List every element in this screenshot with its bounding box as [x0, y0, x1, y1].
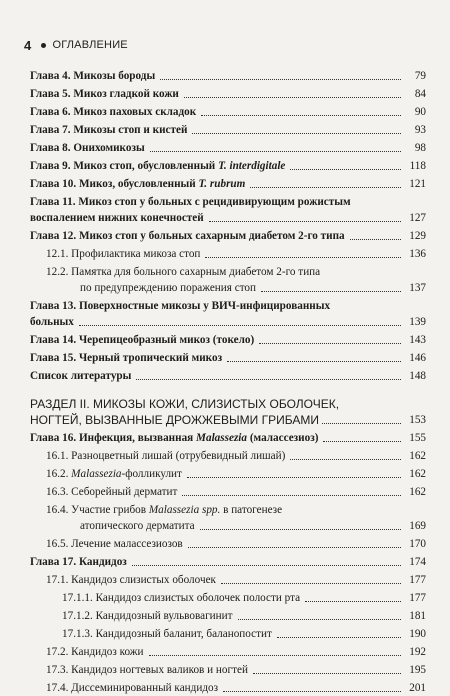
- dot-leader: [253, 673, 401, 674]
- entry-page: 155: [404, 431, 426, 447]
- entry-page: 162: [404, 485, 426, 501]
- entry-page: 93: [404, 123, 426, 139]
- dot-leader: [150, 151, 401, 152]
- toc-entry-17-4[interactable]: [30, 678, 426, 696]
- dot-leader: [192, 133, 401, 134]
- toc-entry-ch15[interactable]: [30, 348, 426, 366]
- entry-page: 177: [404, 591, 426, 607]
- entry-page: 129: [404, 229, 426, 245]
- entry-title-line1: Глава 11. Микоз стоп у больных с рецидивирующим рожистым: [30, 195, 426, 211]
- entry-page: 190: [404, 627, 426, 643]
- entry-title-italic: Malassezia: [71, 468, 121, 480]
- toc-entry-references[interactable]: [30, 366, 426, 384]
- dot-leader: [223, 691, 401, 692]
- bullet-icon: [41, 43, 46, 48]
- toc-entry-ch9[interactable]: [30, 156, 426, 174]
- dot-leader: [182, 495, 401, 496]
- entry-title-italic: Malassezia: [196, 432, 247, 444]
- entry-title: Список литературы: [30, 369, 133, 385]
- dot-leader: [250, 187, 401, 188]
- dot-leader: [305, 601, 401, 602]
- entry-page: 174: [404, 555, 426, 571]
- entry-title-text: 16.4. Участие грибов: [46, 504, 149, 516]
- toc-entry-ch17[interactable]: [30, 552, 426, 570]
- entry-title: [30, 159, 287, 175]
- toc-entry-16-2[interactable]: [30, 464, 426, 482]
- entry-title-line2: больных: [30, 315, 76, 331]
- entry-title: [30, 177, 247, 193]
- entry-page: 192: [404, 645, 426, 661]
- toc-entry-16-4[interactable]: [30, 500, 426, 534]
- toc-entry-ch16[interactable]: [30, 428, 426, 446]
- dot-leader: [184, 97, 401, 98]
- entry-title: 17.1.2. Кандидозный вульвовагинит: [62, 609, 235, 625]
- entry-title-text: Глава 16. Инфекция, вызванная: [30, 432, 196, 444]
- entry-title: 17.1. Кандидоз слизистых оболочек: [46, 573, 218, 589]
- entry-page: 137: [404, 281, 426, 297]
- entry-page: 181: [404, 609, 426, 625]
- entry-page: 118: [404, 159, 426, 175]
- entry-title-text: 16.2.: [46, 468, 71, 480]
- toc-entry-12-1[interactable]: [30, 244, 426, 262]
- entry-title-line1: Глава 13. Поверхностные микозы у ВИЧ-инфицированных: [30, 299, 426, 315]
- entry-title: 17.1.3. Кандидозный баланит, баланопостит: [62, 627, 274, 643]
- toc-entry-17-1[interactable]: [30, 570, 426, 588]
- dot-leader: [261, 291, 401, 292]
- entry-page: 201: [404, 681, 426, 696]
- entry-title-text-post: -фолликулит: [122, 468, 182, 480]
- dot-leader: [132, 565, 401, 566]
- dot-leader: [149, 655, 401, 656]
- running-title: ОГЛАВЛЕНИЕ: [52, 39, 127, 51]
- entry-page: 177: [404, 573, 426, 589]
- entry-title: 17.1.1. Кандидоз слизистых оболочек полости рта: [62, 591, 302, 607]
- toc-entry-ch4[interactable]: [30, 66, 426, 84]
- toc-entry-ch13[interactable]: [30, 296, 426, 330]
- entry-page: 136: [404, 247, 426, 263]
- entry-page: 84: [404, 87, 426, 103]
- toc-entry-16-1[interactable]: [30, 446, 426, 464]
- entry-page: 98: [404, 141, 426, 157]
- entry-page: 162: [404, 449, 426, 465]
- entry-page: 121: [404, 177, 426, 193]
- dot-leader: [227, 361, 401, 362]
- entry-title: 17.4. Диссеминированный кандидоз: [46, 681, 220, 696]
- toc-entry-ch14[interactable]: [30, 330, 426, 348]
- toc-entry-ch10[interactable]: [30, 174, 426, 192]
- entry-page: 162: [404, 467, 426, 483]
- dot-leader: [209, 221, 401, 222]
- dot-leader: [238, 619, 401, 620]
- section-title-line1: РАЗДЕЛ II. МИКОЗЫ КОЖИ, СЛИЗИСТЫХ ОБОЛОЧЕК,: [30, 396, 426, 412]
- toc-entry-ch5[interactable]: [30, 84, 426, 102]
- entry-title-italic: Malassezia spp.: [149, 504, 220, 516]
- dot-leader: [201, 115, 401, 116]
- toc-entry-section-2[interactable]: [30, 388, 426, 428]
- dot-leader: [259, 343, 401, 344]
- dot-leader: [136, 379, 401, 380]
- entry-title-line1: [46, 503, 426, 519]
- entry-title-italic: T. rubrum: [199, 178, 246, 190]
- entry-page: 169: [404, 519, 426, 535]
- entry-title: Глава 4. Микозы бороды: [30, 69, 157, 85]
- dot-leader: [290, 169, 401, 170]
- toc-entry-17-1-1[interactable]: [30, 588, 426, 606]
- entry-title: Глава 12. Микоз стоп у больных сахарным диабетом 2-го типа: [30, 229, 347, 245]
- dot-leader: [323, 441, 401, 442]
- dot-leader: [350, 239, 401, 240]
- dot-leader: [205, 257, 401, 258]
- toc-entry-ch6[interactable]: [30, 102, 426, 120]
- toc-entry-12-2[interactable]: [30, 262, 426, 296]
- toc-entry-ch12[interactable]: [30, 226, 426, 244]
- toc-entry-17-1-3[interactable]: [30, 624, 426, 642]
- entry-title: Глава 14. Черепицеобразный микоз (токело): [30, 333, 256, 349]
- toc-entry-ch8[interactable]: [30, 138, 426, 156]
- toc-entry-17-3[interactable]: [30, 660, 426, 678]
- entry-page: 143: [404, 333, 426, 349]
- entry-page: 148: [404, 369, 426, 385]
- entry-title: 16.5. Лечение малассезиозов: [46, 537, 185, 553]
- entry-page: 90: [404, 105, 426, 121]
- entry-title: 17.2. Кандидоз кожи: [46, 645, 146, 661]
- entry-title: [30, 431, 320, 447]
- entry-title: [46, 467, 184, 483]
- entry-title: Глава 5. Микоз гладкой кожи: [30, 87, 181, 103]
- dot-leader: [160, 79, 401, 80]
- entry-title-line2: воспалением нижних конечностей: [30, 211, 206, 227]
- entry-title-line1: 12.2. Памятка для больного сахарным диабетом 2-го типа: [46, 265, 426, 281]
- toc-entry-16-5[interactable]: [30, 534, 426, 552]
- entry-page: 79: [404, 69, 426, 85]
- entry-title-line2: по предупреждению поражения стоп: [46, 281, 258, 297]
- entry-page: 139: [404, 315, 426, 331]
- toc-entry-17-2[interactable]: [30, 642, 426, 660]
- entry-title-italic: T. interdigitale: [218, 160, 285, 172]
- table-of-contents: [30, 66, 426, 696]
- entry-page: 146: [404, 351, 426, 367]
- dot-leader: [221, 583, 401, 584]
- entry-title-text-post: в патогенезе: [220, 504, 282, 516]
- page-number: 4: [24, 38, 31, 53]
- entry-page: 195: [404, 663, 426, 679]
- page-header: [24, 37, 426, 53]
- dot-leader: [187, 477, 401, 478]
- entry-title-text: Глава 10. Микоз, обусловленный: [30, 178, 199, 190]
- toc-entry-16-3[interactable]: [30, 482, 426, 500]
- entry-title: Глава 15. Черный тропический микоз: [30, 351, 224, 367]
- entry-title-line2: атопического дерматита: [46, 519, 197, 535]
- dot-leader: [188, 547, 401, 548]
- entry-title: 12.1. Профилактика микоза стоп: [46, 247, 202, 263]
- toc-entry-ch11[interactable]: [30, 192, 426, 226]
- dot-leader: [290, 459, 401, 460]
- entry-title: Глава 6. Микоз паховых складок: [30, 105, 198, 121]
- entry-page: 127: [404, 211, 426, 227]
- dot-leader: [322, 423, 401, 424]
- toc-entry-17-1-2[interactable]: [30, 606, 426, 624]
- dot-leader: [79, 325, 401, 326]
- entry-page: 170: [404, 537, 426, 553]
- entry-title: Глава 8. Онихомикозы: [30, 141, 147, 157]
- entry-title: 17.3. Кандидоз ногтевых валиков и ногтей: [46, 663, 250, 679]
- entry-title: 16.3. Себорейный дерматит: [46, 485, 179, 501]
- entry-title: 16.1. Разноцветный лишай (отрубевидный лишай): [46, 449, 287, 465]
- entry-page: 153: [404, 413, 426, 429]
- dot-leader: [277, 637, 401, 638]
- toc-entry-ch7[interactable]: [30, 120, 426, 138]
- section-title-line2: НОГТЕЙ, ВЫЗВАННЫЕ ДРОЖЖЕВЫМИ ГРИБАМИ: [30, 412, 319, 428]
- entry-title: Глава 17. Кандидоз: [30, 555, 129, 571]
- entry-title: Глава 7. Микозы стоп и кистей: [30, 123, 189, 139]
- entry-title-text-post: (малассезиоз): [247, 432, 318, 444]
- dot-leader: [200, 529, 401, 530]
- entry-title-text: Глава 9. Микоз стоп, обусловленный: [30, 160, 218, 172]
